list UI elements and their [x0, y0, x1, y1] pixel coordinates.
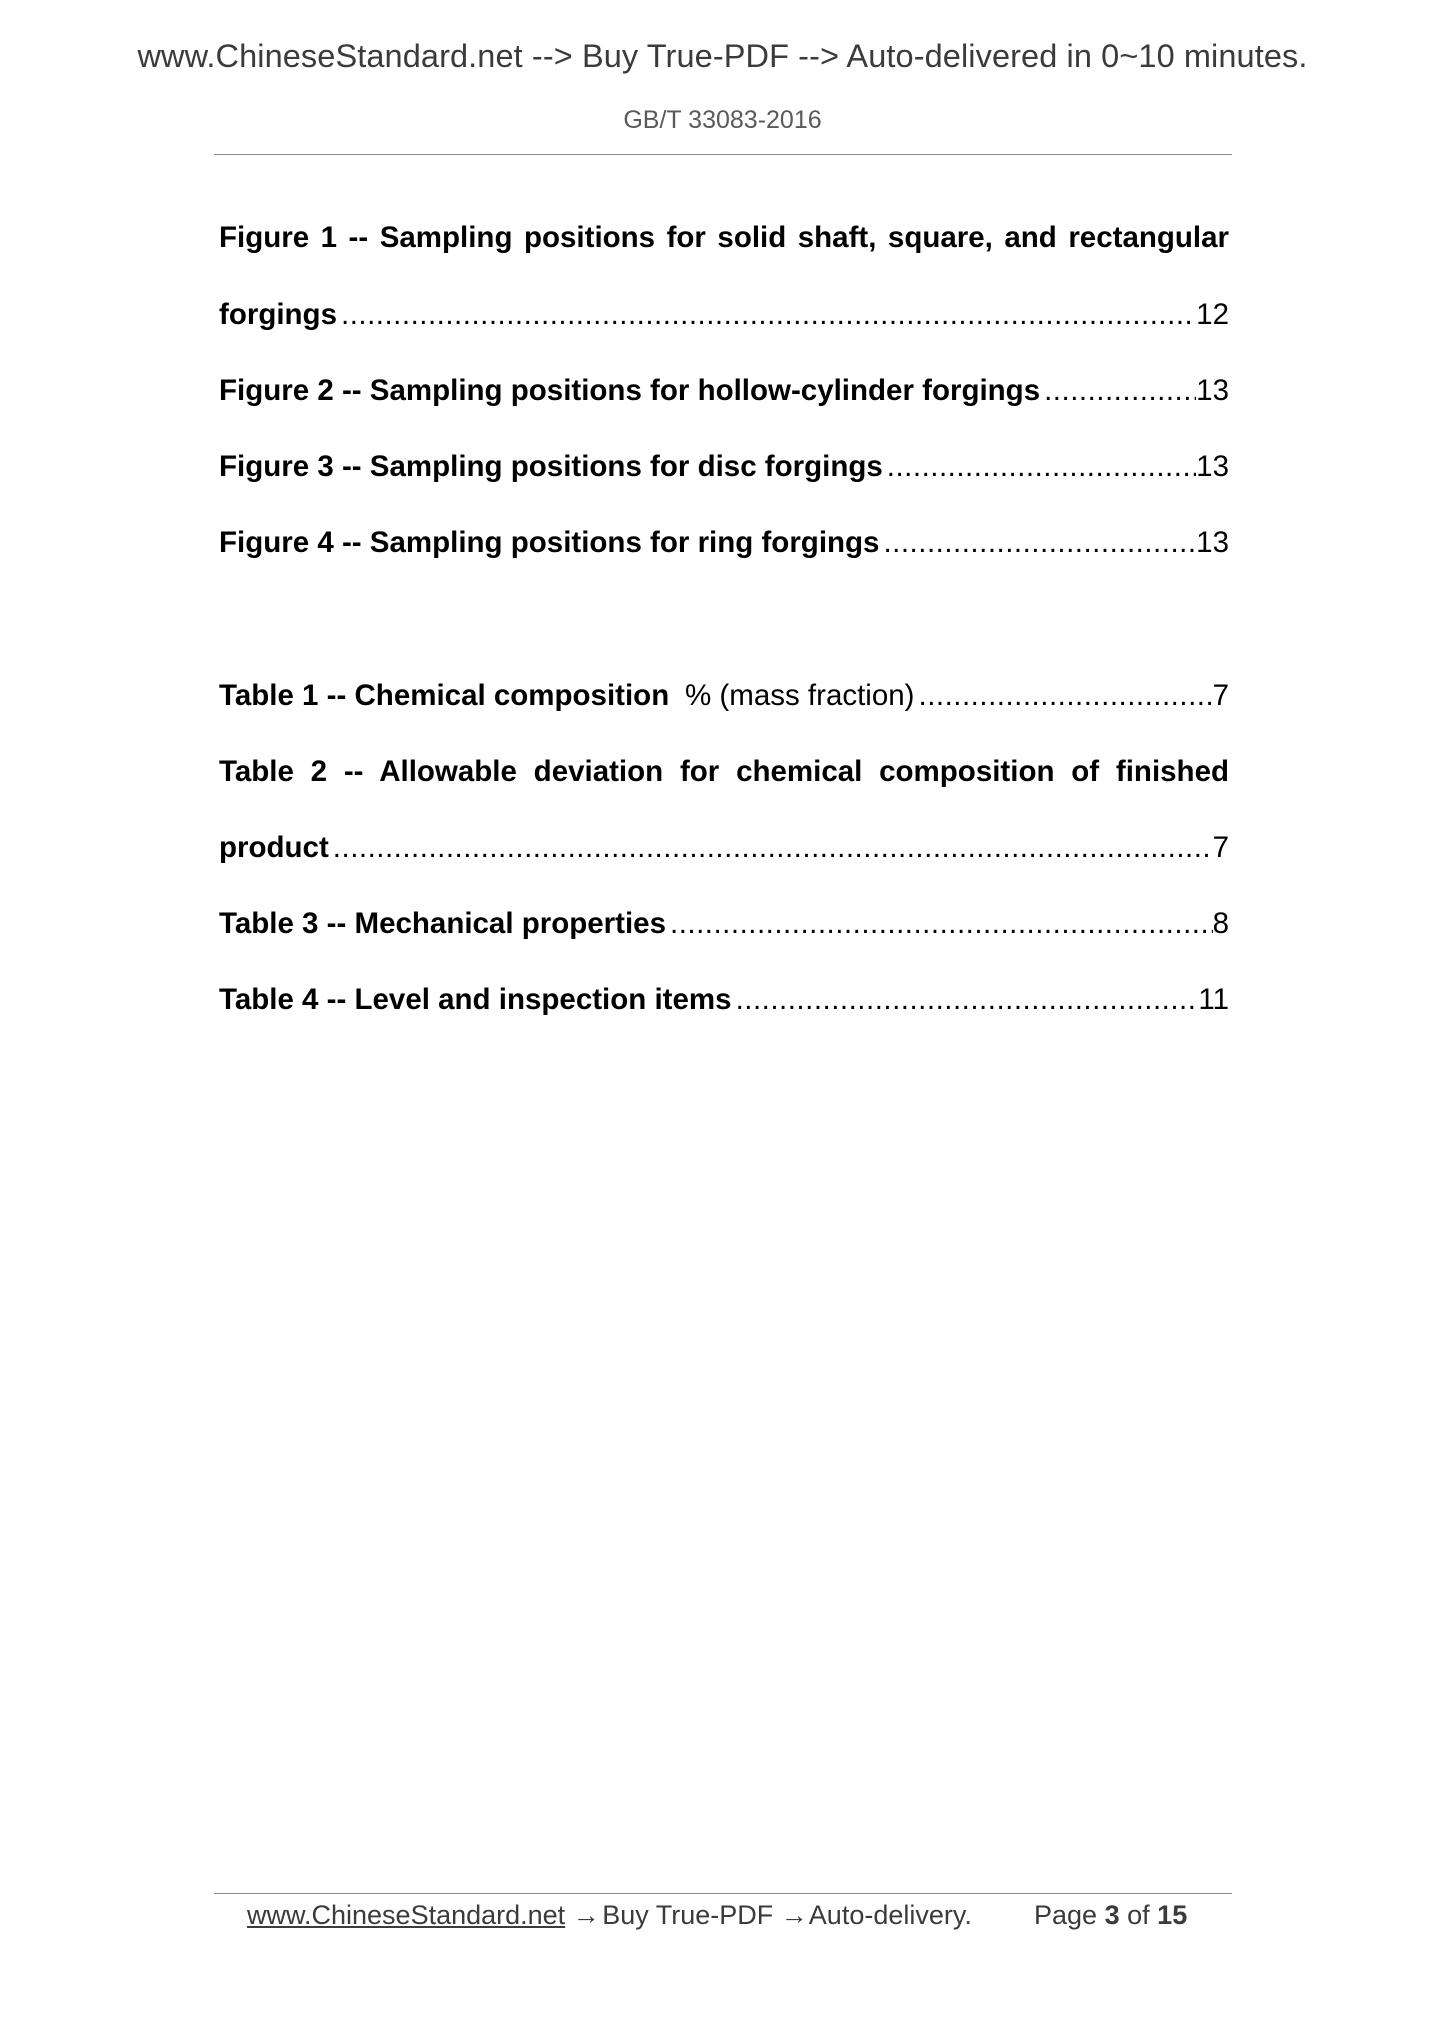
toc-page-number: 13 — [1196, 374, 1229, 407]
toc-page-number: 11 — [1198, 983, 1229, 1016]
dot-leader — [337, 295, 1196, 335]
page-total: 15 — [1157, 1900, 1188, 1930]
buy-text: Buy True-PDF — [602, 1900, 774, 1930]
dot-leader — [879, 523, 1196, 563]
dot-leader — [732, 980, 1199, 1020]
dot-leader — [666, 904, 1213, 944]
toc-entry-table-2[interactable] — [219, 828, 1229, 868]
of-word: of — [1127, 1900, 1150, 1930]
toc-entry-label: product — [219, 831, 329, 864]
toc-entry-table-2-line1[interactable]: Table 2 -- Allowable deviation for chemical composition of finished — [219, 755, 1229, 788]
arrow-right-icon: → — [572, 1900, 600, 1930]
arrow-right-icon: → — [780, 1900, 808, 1930]
toc-page-number: 13 — [1196, 450, 1229, 483]
dot-leader — [883, 447, 1196, 487]
toc-entry-label: Figure 2 -- Sampling positions for hollow-cylinder forgings — [219, 374, 1041, 407]
site-link[interactable]: www.ChineseStandard.net — [247, 1900, 566, 1930]
toc-entry-figure-2[interactable] — [219, 371, 1229, 411]
toc-entry-note: % (mass fraction) — [685, 679, 915, 712]
header-divider — [214, 154, 1232, 155]
page-current: 3 — [1104, 1900, 1120, 1930]
toc-entry-label: Figure 4 -- Sampling positions for ring forgings — [219, 526, 880, 559]
footer-divider — [214, 1893, 1232, 1894]
page-indicator — [1034, 1895, 1187, 1935]
toc-page-number: 12 — [1196, 298, 1229, 331]
toc-entry-figure-3[interactable] — [219, 447, 1229, 487]
toc-entry-table-4[interactable] — [219, 980, 1229, 1020]
page-footer — [247, 1895, 1207, 1935]
toc-entry-table-1[interactable] — [219, 676, 1229, 716]
toc-entry-label: Figure 3 -- Sampling positions for disc forgings — [219, 450, 883, 483]
dot-leader — [915, 676, 1213, 716]
standard-code: GB/T 33083-2016 — [623, 106, 822, 134]
dot-leader — [329, 828, 1213, 868]
toc-entry-label: forgings — [219, 298, 337, 331]
page-word: Page — [1034, 1900, 1098, 1930]
toc-page-number: 13 — [1196, 526, 1229, 559]
toc-entry-table-3[interactable] — [219, 904, 1229, 944]
toc-entry-figure-4[interactable] — [219, 523, 1229, 563]
toc-entry-label: Table 4 -- Level and inspection items — [219, 983, 732, 1016]
toc-page-number: 8 — [1212, 907, 1229, 940]
toc-entry-figure-1-line1[interactable]: Figure 1 -- Sampling positions for solid shaft, square, and rectangular — [219, 221, 1229, 254]
toc-page-number: 7 — [1212, 679, 1229, 712]
site-banner: www.ChineseStandard.net --> Buy True-PDF --> Auto-delivered in 0~10 minutes. — [137, 38, 1308, 74]
toc-entry-label: Table 3 -- Mechanical properties — [219, 907, 666, 940]
delivery-text: Auto-delivery. — [808, 1900, 972, 1930]
toc-entry-label: Table 1 -- Chemical composition — [219, 679, 670, 712]
dot-leader — [1040, 371, 1196, 411]
toc-entry-figure-1[interactable] — [219, 295, 1229, 335]
toc-page-number: 7 — [1212, 831, 1229, 864]
